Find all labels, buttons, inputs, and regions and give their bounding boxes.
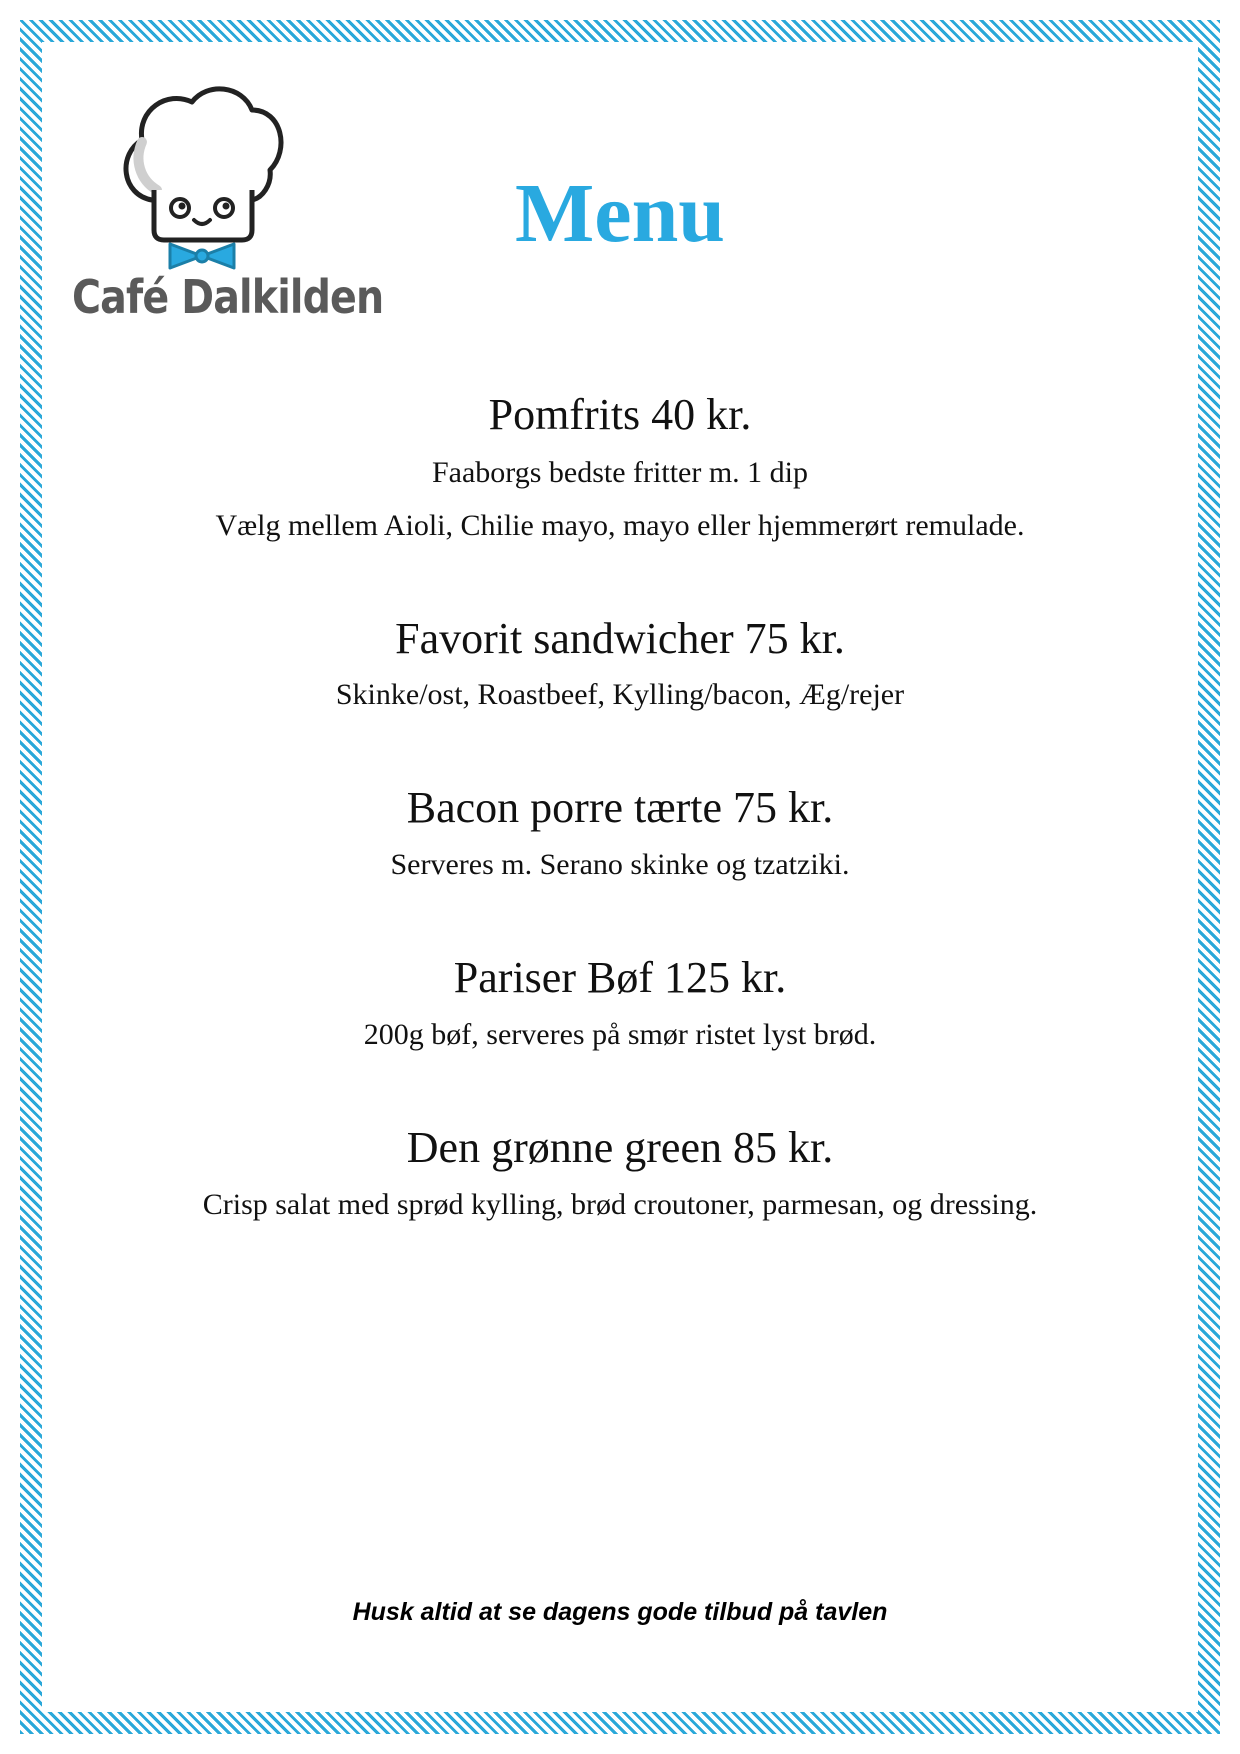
- menu-item-description: Crisp salat med sprød kylling, brød croutoner, parmesan, og dressing.: [202, 1188, 1038, 1221]
- menu-item-title: Pomfrits 40 kr.: [488, 390, 752, 439]
- menu-item-description: Serveres m. Serano skinke og tzatziki.: [390, 848, 850, 881]
- menu-item-description: 200g bøf, serveres på smør ristet lyst brød.: [363, 1018, 877, 1051]
- menu-item-description: Skinke/ost, Roastbeef, Kylling/bacon, Æg/rejer: [335, 678, 905, 711]
- footer-note: Husk altid at se dagens gode tilbud på tavlen: [352, 1598, 888, 1626]
- menu-item-description: Vælg mellem Aioli, Chilie mayo, mayo eller hjemmerørt remulade.: [215, 509, 1025, 542]
- menu-item-title: Pariser Bøf 125 kr.: [453, 953, 787, 1002]
- menu-item-title: Den grønne green 85 kr.: [406, 1123, 834, 1172]
- menu-item-description: Faaborgs bedste fritter m. 1 dip: [431, 456, 809, 489]
- page-title: Menu: [515, 167, 725, 260]
- cafe-name: Café Dalkilden: [72, 270, 384, 324]
- menu-item-title: Bacon porre tærte 75 kr.: [406, 783, 834, 832]
- menu-item-title: Favorit sandwicher 75 kr.: [395, 614, 845, 663]
